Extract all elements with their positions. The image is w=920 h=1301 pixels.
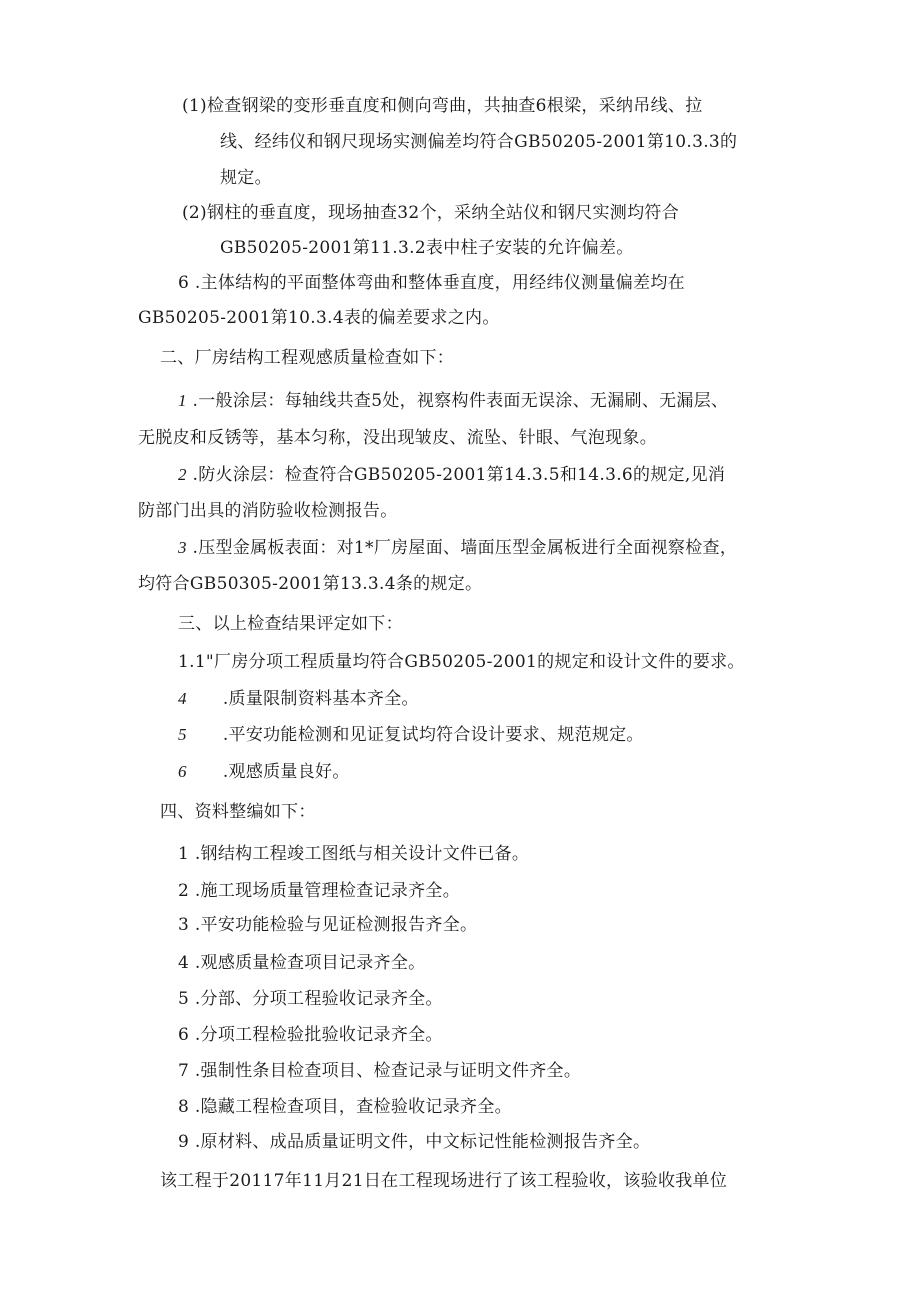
section-4-item-5: 5 .分部、分项工程验收记录齐全。 [178,989,443,1009]
sub-item-2-line-2: GB50205-2001第11.3.2表中柱子安装的允许偏差。 [220,238,634,258]
section-4-item-2: 2 .施工现场质量管理检查记录齐全。 [178,881,461,901]
sub-item-2-line-1: (2)钢柱的垂直度，现场抽查32个，采纳全站仪和钢尺实测均符合 [182,203,680,223]
section-2-item-3-line-1 [178,537,737,559]
section-3-item-5 [178,724,644,746]
section-2-item-1-line-1 [178,390,728,412]
sub-item-1-line-1: (1)检查钢梁的变形垂直度和侧向弯曲，共抽查6根梁，采纳吊线、拉 [182,96,703,116]
section-4-item-3: 3 .平安功能检验与见证检测报告齐全。 [178,915,478,935]
closing-paragraph: 该工程于20117年11月21日在工程现场进行了该工程验收，该验收我单位 [160,1171,728,1191]
section-2-item-2-line-1 [178,464,725,486]
item-number: 5 [178,725,187,744]
section-4-item-1: 1 .钢结构工程竣工图纸与相关设计文件已备。 [178,844,530,864]
sub-item-1-line-2: 线、经纬仪和钢尺现场实测偏差均符合GB50205-2001第10.3.3的 [220,132,738,152]
section-4-item-7: 7 .强制性条目检查项目、检查记录与证明文件齐全。 [178,1061,582,1081]
item-number: 4 [178,689,187,708]
item-text: .防火涂层：检查符合GB50205-2001第14.3.5和14.3.6的规定,见消 [186,465,726,485]
section-3-item-4 [178,688,419,710]
item-6-line-2: GB50205-2001第10.3.4表的偏差要求之内。 [138,308,500,328]
section-3-item-6 [178,761,350,783]
item-text: .平安功能检测和见证复试均符合设计要求、规范规定。 [222,725,644,745]
sub-item-1-line-3: 规定。 [220,168,272,188]
section-2-item-3-line-2: 均符合GB50305-2001第13.3.4条的规定。 [138,574,483,594]
item-text: .观感质量良好。 [222,762,350,782]
item-number: 1 [178,391,187,410]
section-2-heading: 二、厂房结构工程观感质量检查如下： [160,348,455,368]
section-4-item-6: 6 .分项工程检验批验收记录齐全。 [178,1025,443,1045]
item-number: 3 [178,538,187,557]
section-4-item-8: 8 .隐藏工程检查项目，查检验收记录齐全。 [178,1097,512,1117]
section-4-heading: 四、资料整编如下： [160,802,316,822]
item-number: 2 [178,465,187,484]
section-2-item-2-line-2: 防部门出具的消防验收检测报告。 [138,501,398,521]
item-text: .质量限制资料基本齐全。 [222,689,419,709]
section-4-item-4: 4 .观感质量检查项目记录齐全。 [178,953,426,973]
item-text: .一般涂层：每轴线共查5处，视察构件表面无误涂、无漏刷、无漏层、 [186,391,729,411]
section-4-item-9: 9 .原材料、成品质量证明文件，中文标记性能检测报告齐全。 [178,1132,651,1152]
section-2-item-1-line-2: 无脱皮和反锈等，基本匀称，没出现皱皮、流坠、针眼、气泡现象。 [138,428,657,448]
section-3-heading: 三、以上检查结果评定如下： [178,614,403,634]
item-number: 6 [178,762,187,781]
item-6-line-1: 6 .主体结构的平面整体弯曲和整体垂直度，用经纬仪测量偏差均在 [178,273,685,293]
section-3-first-item: 1.1"厂房分项工程质量均符合GB50205-2001的规定和设计文件的要求。 [178,652,745,672]
item-text: .压型金属板表面：对1*厂房屋面、墙面压型金属板进行全面视察检查， [186,538,738,558]
